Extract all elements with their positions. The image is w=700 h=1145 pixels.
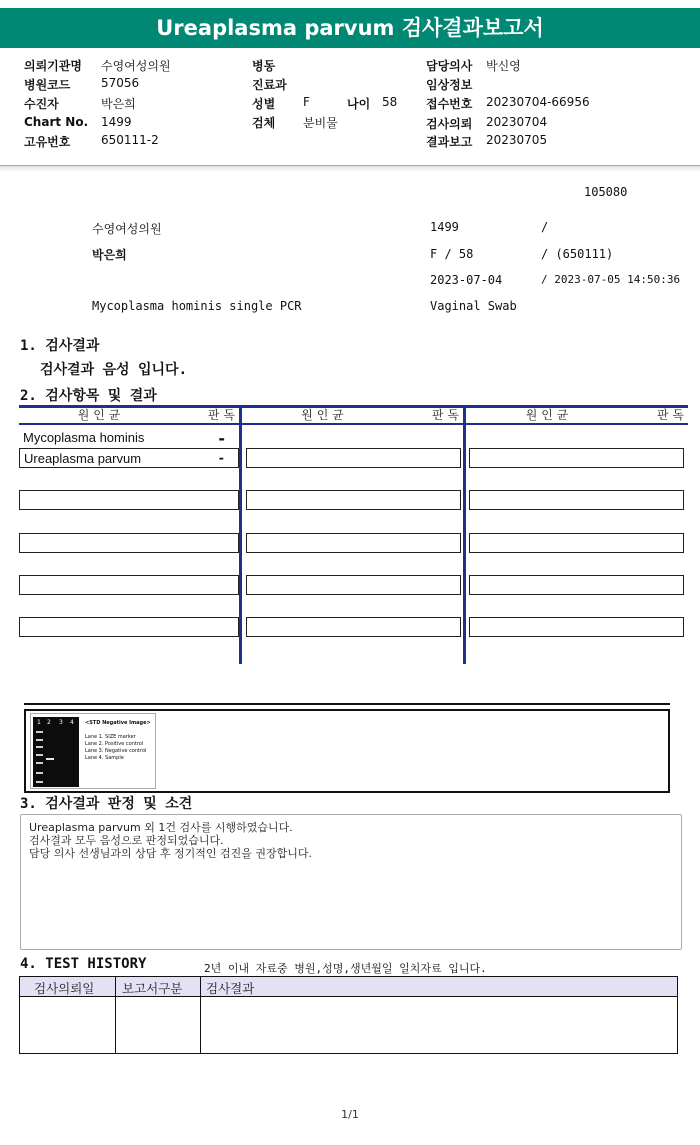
pathogen-col-label: 원 인 균 (525, 408, 569, 422)
gel-image-thumbnail (30, 713, 156, 789)
history-col-divider (115, 977, 116, 1053)
column-header (466, 406, 688, 424)
gel-legend-item: Lane 3. Negative control (85, 748, 147, 754)
info-value: 20230704 (486, 115, 548, 129)
info-label: 고유번호 (24, 135, 71, 149)
gel-legend-item: Lane 1. SIZE marker (85, 734, 136, 740)
info-middle (252, 57, 412, 157)
empty-row-box (469, 533, 684, 553)
history-col-divider (200, 977, 201, 1053)
info-right (426, 57, 676, 157)
gel-legend (85, 720, 151, 762)
findings-line: Ureaplasma parvum 외 1건 검사를 시행하였습니다. (29, 821, 293, 834)
result-col-label: 판 독 (657, 408, 684, 422)
section3-heading: 3. 검사결과 판정 및 소견 (20, 796, 193, 812)
info-label: 수진자 (24, 97, 59, 111)
pathogen-col-label: 원 인 균 (77, 408, 121, 422)
info-value: 650111-2 (101, 133, 159, 147)
findings-box (20, 814, 682, 950)
table-col-divider (463, 405, 466, 664)
column-header (242, 406, 463, 424)
summary-birth: / (650111) (541, 247, 614, 261)
empty-row-box (469, 617, 684, 637)
info-value: 20230704-66956 (486, 95, 590, 109)
pathogen-result: - (218, 429, 225, 448)
info-label: Chart No. (24, 115, 89, 129)
gel-legend-item: Lane 4. Sample (85, 755, 124, 761)
table-col-divider (239, 405, 242, 664)
history-header-row (20, 977, 677, 997)
empty-row-box (19, 533, 239, 553)
result-col-label: 판 독 (208, 408, 235, 422)
summary-report-datetime: / 2023-07-05 14:50:36 (541, 273, 681, 286)
sex-label: 성별 (252, 97, 276, 111)
empty-row-box (246, 533, 461, 553)
page-number: 1/1 (341, 1108, 359, 1121)
empty-row-box (246, 448, 461, 468)
info-value: 수영여성의원 (101, 59, 171, 73)
findings-line: 담당 의사 선생님과의 상담 후 정기적인 검진을 권장합니다. (29, 847, 312, 860)
gel-section-rule (24, 703, 670, 705)
section2-heading: 2. 검사항목 및 결과 (20, 388, 157, 404)
empty-row-box (246, 617, 461, 637)
summary-slash: / (541, 220, 549, 234)
sex-value: F (303, 95, 310, 109)
pathogen-row (19, 428, 239, 448)
empty-row-box (246, 575, 461, 595)
age-label: 나이 (347, 97, 371, 111)
info-value: 박신영 (486, 59, 521, 73)
history-col-request-date: 검사의뢰일 (34, 981, 95, 996)
info-value: 57056 (101, 76, 140, 90)
pathogen-row (19, 448, 239, 468)
empty-row-box (19, 617, 239, 637)
gel-photo (33, 717, 79, 787)
info-label: 병원코드 (24, 78, 71, 92)
section1-result-text: 검사결과 음성 입니다. (40, 362, 188, 378)
info-value: 박은희 (101, 97, 136, 111)
report-title: Ureaplasma parvum 검사결과보고서 (0, 8, 700, 48)
info-label: 임상정보 (426, 78, 473, 92)
header-shadow (0, 166, 700, 172)
info-label: 담당의사 (426, 59, 473, 73)
pathogen-col-label: 원 인 균 (301, 408, 344, 422)
summary-chart: 1499 (430, 220, 459, 234)
column-header (19, 406, 239, 424)
info-value: 20230705 (486, 133, 548, 147)
empty-row-box (469, 448, 684, 468)
dept-label: 진료과 (252, 78, 287, 92)
info-label: 결과보고 (426, 135, 473, 149)
specimen-label: 검체 (252, 116, 276, 130)
summary-patient: 박은희 (92, 248, 127, 262)
gel-legend-title: <STD Negative Image> (85, 720, 151, 726)
ward-label: 병동 (252, 59, 276, 73)
gel-image-frame (24, 709, 670, 793)
specimen-value: 분비물 (303, 116, 338, 130)
findings-line: 검사결과 모두 음성으로 판정되었습니다. (29, 834, 224, 847)
history-note: 2년 이내 자료중 병원,성명,생년월일 일치자료 입니다. (204, 962, 487, 975)
empty-row-box (469, 575, 684, 595)
info-label: 검사의뢰 (426, 117, 473, 131)
info-label: 의뢰기관명 (24, 59, 82, 73)
info-value: 1499 (101, 115, 132, 129)
lane-number: 1 (37, 719, 41, 726)
empty-row-box (19, 575, 239, 595)
pathogen-name: Ureaplasma parvum (24, 451, 142, 466)
lane-number: 3 (59, 719, 63, 726)
info-label: 접수번호 (426, 97, 473, 111)
lane-number: 2 (47, 719, 51, 726)
history-col-report-type: 보고서구분 (122, 981, 183, 996)
report-code: 105080 (584, 185, 628, 199)
info-left (24, 57, 244, 157)
section4-heading: 4. TEST HISTORY (20, 956, 147, 972)
summary-test-name: Mycoplasma hominis single PCR (92, 299, 302, 313)
summary-sex-age: F / 58 (430, 247, 474, 261)
pathogen-result: - (218, 450, 224, 465)
gel-legend-item: Lane 2. Positive control (85, 741, 144, 747)
summary-specimen: Vaginal Swab (430, 299, 517, 313)
summary-request-date: 2023-07-04 (430, 273, 503, 287)
history-col-result: 검사결과 (206, 981, 255, 996)
lane-number: 4 (70, 719, 74, 726)
section1-heading: 1. 검사결과 (20, 338, 100, 354)
summary-hospital: 수영여성의원 (92, 222, 162, 236)
age-value: 58 (382, 95, 398, 109)
history-table (19, 976, 678, 1054)
empty-row-box (469, 490, 684, 510)
empty-row-box (19, 490, 239, 510)
pathogen-name: Mycoplasma hominis (23, 430, 145, 445)
empty-row-box (246, 490, 461, 510)
result-col-label: 판 독 (432, 408, 459, 422)
